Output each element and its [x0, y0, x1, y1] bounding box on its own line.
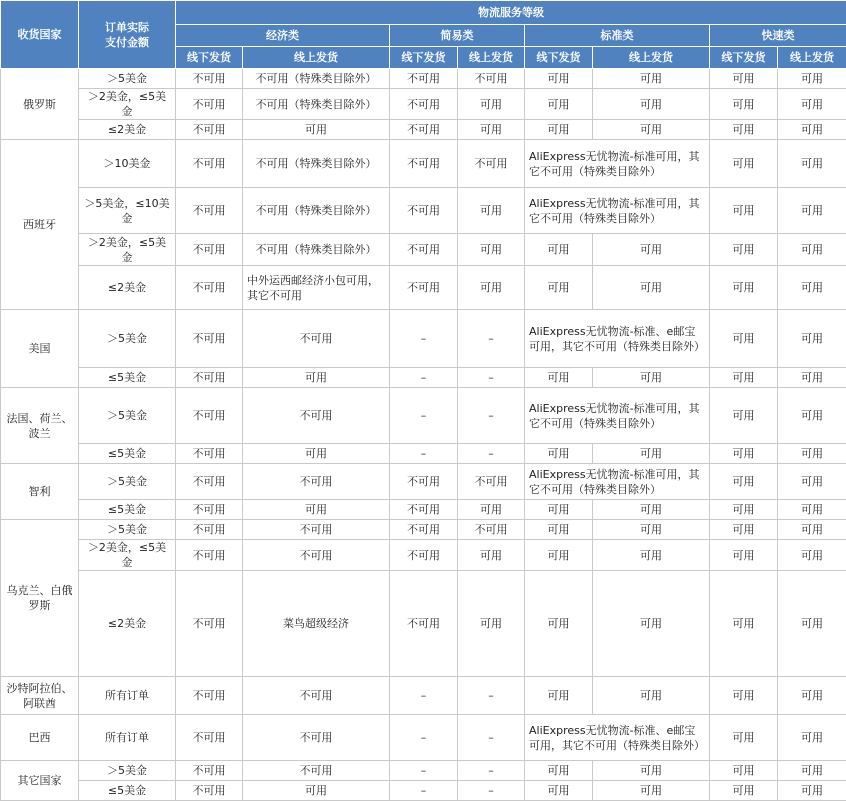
cell: 可用 — [778, 188, 846, 234]
cell: 可用 — [778, 520, 846, 540]
cell: 不可用 — [176, 677, 243, 715]
amount-cell: ＞2美金，≤5美金 — [79, 540, 176, 571]
cell: 可用 — [710, 368, 778, 388]
table-row — [1, 140, 846, 188]
amount-cell: ≤5美金 — [79, 444, 176, 464]
cell: AliExpress无忧物流-标准、e邮宝可用，其它不可用（特殊类目除外） — [525, 310, 710, 368]
header-group-express: 快速类 — [710, 25, 846, 47]
cell: 不可用 — [176, 188, 243, 234]
amount-cell: ＞5美金 — [79, 69, 176, 89]
cell: 可用 — [525, 500, 593, 520]
cell: AliExpress无忧物流-标准可用，其它不可用（特殊类目除外） — [525, 464, 710, 500]
cell: 可用 — [593, 500, 710, 520]
cell: 中外运西邮经济小包可用，其它不可用 — [243, 266, 390, 310]
amount-cell: 所有订单 — [79, 677, 176, 715]
amount-cell: ＞5美金 — [79, 761, 176, 781]
cell: 可用 — [710, 500, 778, 520]
cell: 可用 — [710, 234, 778, 266]
header-group-standard: 标准类 — [525, 25, 710, 47]
cell: 可用 — [778, 388, 846, 444]
cell: 不可用 — [243, 464, 390, 500]
cell: 可用 — [593, 761, 710, 781]
country-cell: 俄罗斯 — [1, 69, 79, 140]
country-cell: 巴西 — [1, 715, 79, 761]
cell: 可用 — [778, 761, 846, 781]
table-row — [1, 677, 846, 715]
amount-cell: ≤2美金 — [79, 120, 176, 140]
cell: 可用 — [710, 444, 778, 464]
header-offline: 线下发货 — [176, 47, 243, 69]
country-cell: 其它国家 — [1, 761, 79, 801]
cell: 不可用 — [176, 368, 243, 388]
table-row — [1, 464, 846, 500]
header-offline: 线下发货 — [525, 47, 593, 69]
cell: 可用 — [593, 368, 710, 388]
amount-cell: ＞5美金 — [79, 464, 176, 500]
cell: 不可用 — [458, 520, 525, 540]
cell: 不可用 — [390, 571, 458, 677]
country-cell: 西班牙 — [1, 140, 79, 310]
cell: 可用 — [593, 571, 710, 677]
table-row — [1, 388, 846, 444]
country-cell: 智利 — [1, 464, 79, 520]
table-row — [1, 89, 846, 120]
cell: 可用 — [593, 234, 710, 266]
amount-cell: ≤5美金 — [79, 368, 176, 388]
table-row — [1, 188, 846, 234]
amount-cell: ＞5美金 — [79, 310, 176, 368]
cell: 可用 — [778, 677, 846, 715]
cell: 不可用 — [390, 266, 458, 310]
cell: 不可用（特殊类目除外） — [243, 234, 390, 266]
cell: 可用 — [243, 781, 390, 801]
cell: – — [458, 310, 525, 368]
cell: 可用 — [525, 761, 593, 781]
cell: 可用 — [778, 266, 846, 310]
cell: 可用 — [778, 444, 846, 464]
table-row — [1, 520, 846, 540]
cell: 可用 — [458, 500, 525, 520]
cell: 不可用 — [176, 140, 243, 188]
cell: 可用 — [593, 540, 710, 571]
amount-cell: ＞2美金，≤5美金 — [79, 89, 176, 120]
cell: 可用 — [593, 89, 710, 120]
cell: 可用 — [593, 120, 710, 140]
cell: 可用 — [710, 540, 778, 571]
amount-cell: ≤2美金 — [79, 266, 176, 310]
table-row — [1, 540, 846, 571]
cell: 可用 — [710, 571, 778, 677]
cell: 不可用 — [176, 89, 243, 120]
cell: 不可用 — [176, 520, 243, 540]
cell: 可用 — [593, 677, 710, 715]
amount-cell: 所有订单 — [79, 715, 176, 761]
table-row — [1, 500, 846, 520]
cell: 可用 — [710, 188, 778, 234]
country-cell: 美国 — [1, 310, 79, 388]
cell: 可用 — [710, 781, 778, 801]
cell: 不可用 — [176, 781, 243, 801]
cell: – — [390, 310, 458, 368]
amount-cell: ＞5美金，≤10美金 — [79, 188, 176, 234]
cell: 可用 — [593, 69, 710, 89]
cell: 不可用 — [458, 140, 525, 188]
cell: 不可用 — [176, 715, 243, 761]
header-offline: 线下发货 — [710, 47, 778, 69]
cell: 菜鸟超级经济 — [243, 571, 390, 677]
cell: – — [390, 368, 458, 388]
cell: 可用 — [458, 89, 525, 120]
cell: 不可用 — [176, 69, 243, 89]
cell: 不可用 — [243, 310, 390, 368]
cell: 可用 — [243, 368, 390, 388]
cell: 不可用 — [176, 540, 243, 571]
cell: 可用 — [243, 120, 390, 140]
cell: – — [390, 781, 458, 801]
cell: 可用 — [778, 310, 846, 368]
cell: 可用 — [458, 571, 525, 677]
cell: 不可用 — [176, 388, 243, 444]
table-row — [1, 69, 846, 89]
cell: 不可用 — [390, 120, 458, 140]
table-row — [1, 761, 846, 781]
cell: 可用 — [525, 571, 593, 677]
cell: – — [458, 761, 525, 781]
cell: 可用 — [593, 781, 710, 801]
header-online: 线上发货 — [458, 47, 525, 69]
cell: 可用 — [525, 444, 593, 464]
country-cell: 法国、荷兰、波兰 — [1, 388, 79, 464]
cell: 不可用 — [176, 500, 243, 520]
cell: 不可用 — [176, 266, 243, 310]
cell: 可用 — [593, 266, 710, 310]
header-group-economy: 经济类 — [176, 25, 390, 47]
header-service-level: 物流服务等级 — [176, 1, 846, 25]
cell: 可用 — [778, 234, 846, 266]
table-row — [1, 310, 846, 368]
cell: 可用 — [525, 89, 593, 120]
cell: 可用 — [525, 266, 593, 310]
cell: 不可用 — [390, 520, 458, 540]
table-row — [1, 120, 846, 140]
cell: 可用 — [458, 540, 525, 571]
cell: 可用 — [778, 571, 846, 677]
cell: – — [390, 761, 458, 781]
cell: 可用 — [525, 234, 593, 266]
cell: 可用 — [778, 500, 846, 520]
cell: 可用 — [710, 520, 778, 540]
cell: AliExpress无忧物流-标准可用，其它不可用（特殊类目除外） — [525, 388, 710, 444]
country-cell: 乌克兰、白俄罗斯 — [1, 520, 79, 677]
cell: – — [458, 715, 525, 761]
cell: AliExpress无忧物流-标准、e邮宝可用，其它不可用（特殊类目除外） — [525, 715, 710, 761]
header-online: 线上发货 — [243, 47, 390, 69]
cell: 不可用 — [390, 234, 458, 266]
cell: 不可用 — [243, 540, 390, 571]
table-row — [1, 781, 846, 801]
cell: – — [458, 781, 525, 801]
cell: 不可用 — [243, 520, 390, 540]
cell: 可用 — [710, 464, 778, 500]
cell: 可用 — [778, 120, 846, 140]
cell: 可用 — [710, 69, 778, 89]
cell: 可用 — [710, 120, 778, 140]
cell: 可用 — [710, 388, 778, 444]
cell: 不可用（特殊类目除外） — [243, 89, 390, 120]
header-offline: 线下发货 — [390, 47, 458, 69]
cell: 不可用 — [176, 120, 243, 140]
cell: 可用 — [525, 368, 593, 388]
cell: 不可用（特殊类目除外） — [243, 69, 390, 89]
cell: 可用 — [778, 464, 846, 500]
cell: 不可用 — [390, 464, 458, 500]
cell: 不可用 — [390, 140, 458, 188]
cell: 可用 — [710, 310, 778, 368]
cell: 不可用 — [390, 89, 458, 120]
amount-cell: ≤5美金 — [79, 781, 176, 801]
cell: 不可用（特殊类目除外） — [243, 188, 390, 234]
country-cell: 沙特阿拉伯、阿联酋 — [1, 677, 79, 715]
cell: 可用 — [778, 540, 846, 571]
amount-cell: ≤2美金 — [79, 571, 176, 677]
cell: 可用 — [778, 368, 846, 388]
cell: 可用 — [525, 781, 593, 801]
cell: 可用 — [243, 500, 390, 520]
cell: 不可用 — [458, 69, 525, 89]
cell: 不可用 — [176, 310, 243, 368]
cell: 不可用 — [458, 464, 525, 500]
cell: 可用 — [710, 761, 778, 781]
cell: 可用 — [778, 781, 846, 801]
cell: 可用 — [778, 140, 846, 188]
cell: 可用 — [458, 266, 525, 310]
header-online: 线上发货 — [593, 47, 710, 69]
header-amount: 订单实际 支付金额 — [79, 1, 176, 69]
cell: 可用 — [525, 540, 593, 571]
cell: 可用 — [778, 715, 846, 761]
amount-cell: ＞2美金，≤5美金 — [79, 234, 176, 266]
cell: 可用 — [525, 120, 593, 140]
amount-cell: ≤5美金 — [79, 500, 176, 520]
cell: 可用 — [710, 89, 778, 120]
cell: 不可用 — [176, 444, 243, 464]
cell: 可用 — [710, 266, 778, 310]
cell: 可用 — [710, 677, 778, 715]
table-row — [1, 234, 846, 266]
cell: – — [458, 368, 525, 388]
cell: AliExpress无忧物流-标准可用，其它不可用（特殊类目除外） — [525, 188, 710, 234]
cell: 可用 — [458, 188, 525, 234]
amount-cell: ＞5美金 — [79, 388, 176, 444]
header-country: 收货国家 — [1, 1, 79, 69]
cell: 可用 — [710, 140, 778, 188]
cell: – — [390, 388, 458, 444]
cell: 可用 — [458, 234, 525, 266]
cell: 不可用 — [390, 188, 458, 234]
cell: – — [458, 444, 525, 464]
cell: 可用 — [458, 120, 525, 140]
table-row — [1, 715, 846, 761]
cell: 不可用 — [176, 761, 243, 781]
table-row — [1, 266, 846, 310]
header-online: 线上发货 — [778, 47, 846, 69]
cell: 不可用 — [176, 571, 243, 677]
cell: 可用 — [243, 444, 390, 464]
cell: – — [390, 715, 458, 761]
cell: – — [458, 388, 525, 444]
cell: 不可用 — [243, 388, 390, 444]
cell: 可用 — [525, 520, 593, 540]
cell: – — [458, 677, 525, 715]
cell: AliExpress无忧物流-标准可用，其它不可用（特殊类目除外） — [525, 140, 710, 188]
cell: 可用 — [525, 69, 593, 89]
cell: 不可用（特殊类目除外） — [243, 140, 390, 188]
cell: 不可用 — [390, 69, 458, 89]
cell: – — [390, 677, 458, 715]
cell: 不可用 — [176, 234, 243, 266]
cell: 不可用 — [390, 500, 458, 520]
amount-cell: ＞10美金 — [79, 140, 176, 188]
cell: 不可用 — [390, 540, 458, 571]
table-row — [1, 571, 846, 677]
table-row — [1, 444, 846, 464]
cell: 不可用 — [243, 715, 390, 761]
cell: 可用 — [593, 444, 710, 464]
amount-cell: ＞5美金 — [79, 520, 176, 540]
cell: 不可用 — [243, 761, 390, 781]
cell: – — [390, 444, 458, 464]
cell: 可用 — [710, 715, 778, 761]
cell: 可用 — [778, 89, 846, 120]
header-group-simple: 简易类 — [390, 25, 525, 47]
cell: 可用 — [593, 520, 710, 540]
cell: 可用 — [525, 677, 593, 715]
table-row — [1, 368, 846, 388]
cell: 可用 — [778, 69, 846, 89]
cell: 不可用 — [243, 677, 390, 715]
cell: 不可用 — [176, 464, 243, 500]
